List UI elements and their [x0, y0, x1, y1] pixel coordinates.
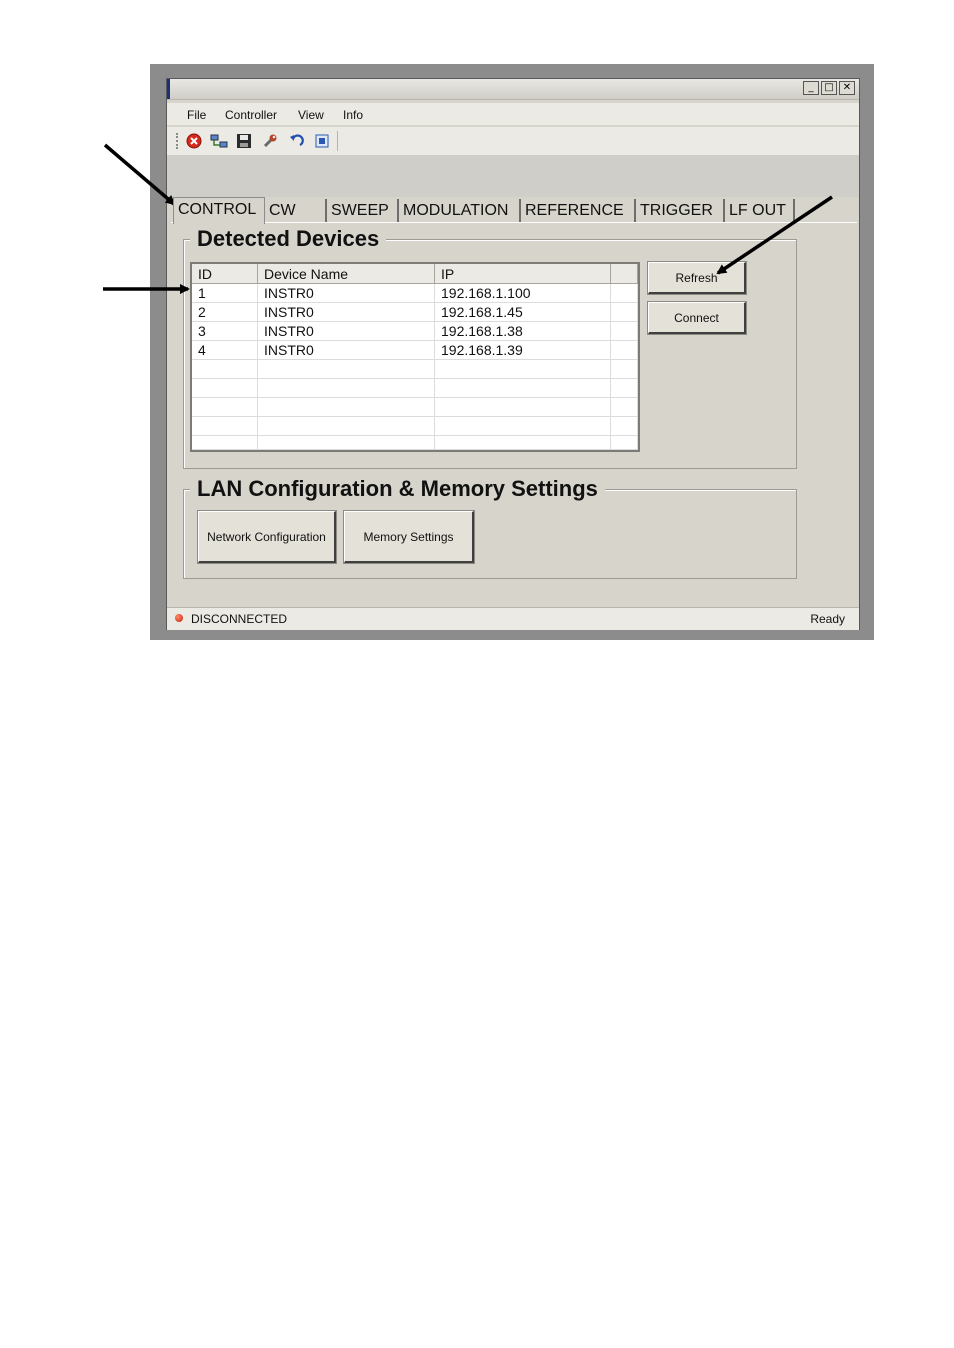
- network-configuration-button[interactable]: Network Configuration: [198, 511, 336, 563]
- close-window-icon[interactable]: ✕: [839, 81, 855, 95]
- arrow-to-refresh-button: [718, 197, 832, 273]
- tab-sweep[interactable]: SWEEP: [327, 199, 399, 223]
- menu-view[interactable]: View: [298, 108, 324, 122]
- cell-ip: 192.168.1.100: [435, 284, 611, 302]
- cell-ip: 192.168.1.38: [435, 322, 611, 340]
- connect-button[interactable]: Connect: [648, 302, 746, 334]
- maximize-icon[interactable]: □: [821, 81, 837, 95]
- cell-id: 1: [192, 284, 258, 302]
- tab-reference[interactable]: REFERENCE: [521, 199, 636, 223]
- minimize-icon[interactable]: _: [803, 81, 819, 95]
- cell-ip: 192.168.1.45: [435, 303, 611, 321]
- cell-device-name: INSTR0: [258, 322, 435, 340]
- cell-device-name: INSTR0: [258, 341, 435, 359]
- menu-file[interactable]: File: [187, 108, 207, 122]
- tab-lf-out[interactable]: LF OUT: [725, 199, 795, 223]
- detected-devices-title: Detected Devices: [190, 226, 386, 252]
- connection-status: DISCONNECTED: [191, 612, 288, 626]
- tab-modulation[interactable]: MODULATION: [399, 199, 521, 223]
- cell-id: 3: [192, 322, 258, 340]
- tab-trigger[interactable]: TRIGGER: [636, 199, 725, 223]
- column-header-device-name[interactable]: Device Name: [258, 264, 435, 284]
- column-header-ip[interactable]: IP: [435, 264, 611, 284]
- memory-settings-button[interactable]: Memory Settings: [344, 511, 474, 563]
- arrow-to-control-tab: [105, 145, 174, 204]
- cell-id: 2: [192, 303, 258, 321]
- ready-status: Ready: [810, 612, 845, 626]
- cell-device-name: INSTR0: [258, 303, 435, 321]
- cell-id: 4: [192, 341, 258, 359]
- lan-config-title: LAN Configuration & Memory Settings: [190, 476, 605, 502]
- menu-controller[interactable]: Controller: [225, 108, 278, 122]
- cell-ip: 192.168.1.39: [435, 341, 611, 359]
- cell-device-name: INSTR0: [258, 284, 435, 302]
- column-header-id[interactable]: ID: [192, 264, 258, 284]
- tab-control[interactable]: CONTROL: [173, 197, 265, 224]
- refresh-button[interactable]: Refresh: [648, 262, 746, 294]
- menu-info[interactable]: Info: [343, 108, 364, 122]
- tab-cw[interactable]: CW: [265, 199, 327, 223]
